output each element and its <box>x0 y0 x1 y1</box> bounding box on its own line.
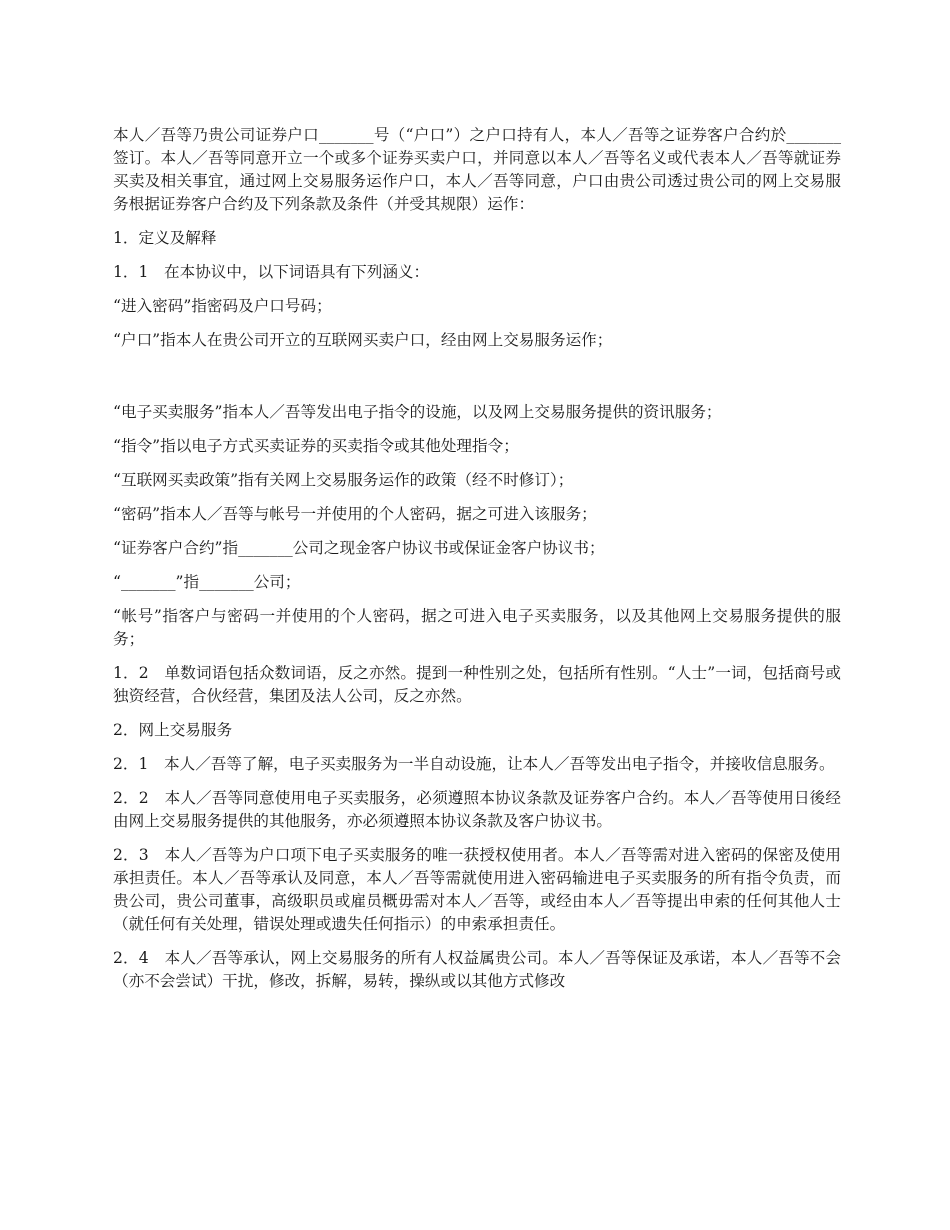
definition-company: “_______”指_______公司； <box>113 573 301 591</box>
intro-paragraph: 本人／吾等乃贵公司证券户口_______号（“户口”）之户口持有人，本人／吾等之证券客户合约於_______签订。本人／吾等同意开立一个或多个证券买卖户口，并同意以本人／吾等名义或代表本人／吾等就证券买卖及相关事宜，通过网上交易服务运作户口，本人／吾等同意，户口由贵公司透过贵公司的网上交易服务根据证券客户合约及下列条款及条件（并受其规限）运作： <box>113 126 841 213</box>
definition-password: “密码”指本人／吾等与帐号一并使用的个人密码，据之可进入该服务； <box>113 505 597 523</box>
section-heading-2: 2．网上交易服务 <box>113 721 233 739</box>
definition-internet-trading-policy: “互联网买卖政策”指有关网上交易服务运作的政策（经不时修订）； <box>113 471 574 489</box>
document-body <box>113 124 841 1004</box>
blank-spacer <box>113 363 841 401</box>
clause-2-3: 2．3 本人／吾等为户口项下电子买卖服务的唯一获授权使用者。本人／吾等需对进入密码的保密及使用承担责任。本人／吾等承认及同意，本人／吾等需就使用进入密码输进电子买卖服务的所有指令负责，而贵公司，贵公司董事，高级职员或雇员概毋需对本人／吾等，或经由本人／吾等提出申索的任何其他人士（就任何有关处理，错误处理或遗失任何指示）的申索承担责任。 <box>113 846 841 933</box>
definition-securities-client-agreement: “证券客户合约”指_______公司之现金客户协议书或保证金客户协议书； <box>113 539 605 557</box>
definition-access-password: “进入密码”指密码及户口号码； <box>113 297 332 315</box>
definition-instruction: “指令”指以电子方式买卖证券的买卖指令或其他处理指令； <box>113 437 519 455</box>
section-heading-1: 1．定义及解释 <box>113 229 217 247</box>
clause-1-2: 1．2 单数词语包括众数词语，反之亦然。提到一种性别之处，包括所有性别。“人士”一词，包括商号或独资经营，合伙经营，集团及法人公司，反之亦然。 <box>113 664 841 705</box>
clause-2-2: 2．2 本人／吾等同意使用电子买卖服务，必须遵照本协议条款及证券客户合约。本人／吾等使用日後经由网上交易服务提供的其他服务，亦必须遵照本协议条款及客户协议书。 <box>113 789 841 830</box>
clause-1-1: 1．1 在本协议中，以下词语具有下列涵义： <box>113 263 430 281</box>
clause-2-1: 2．1 本人／吾等了解，电子买卖服务为一半自动设施，让本人／吾等发出电子指令，并接收信息服务。 <box>113 755 835 773</box>
definition-account: “户口”指本人在贵公司开立的互联网买卖户口，经由网上交易服务运作； <box>113 331 613 349</box>
definition-account-number: “帐号”指客户与密码一并使用的个人密码，据之可进入电子买卖服务，以及其他网上交易服务提供的服务； <box>113 607 841 648</box>
definition-electronic-trading-service: “电子买卖服务”指本人／吾等发出电子指令的设施，以及网上交易服务提供的资讯服务； <box>113 403 722 421</box>
clause-2-4: 2．4 本人／吾等承认，网上交易服务的所有人权益属贵公司。本人／吾等保证及承诺，本人／吾等不会（亦不会尝试）干扰，修改，拆解，易转，操纵或以其他方式修改 <box>113 949 841 990</box>
